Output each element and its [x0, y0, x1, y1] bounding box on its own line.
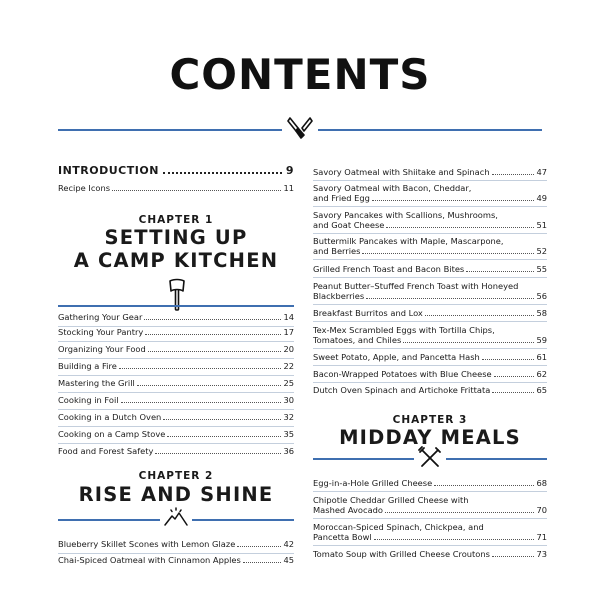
entry-label-line-1: Peanut Butter–Stuffed French Toast with Honeyed	[313, 281, 519, 291]
pocket-knife-icon	[284, 112, 316, 144]
entry-page: 52	[536, 246, 547, 256]
entry-divider	[313, 277, 547, 278]
toc-entry[interactable]	[313, 167, 547, 177]
chapter-2-title: RISE AND SHINE	[78, 483, 274, 506]
entry-label: Grilled French Toast and Bacon Bites	[313, 264, 465, 274]
entry-page: 73	[536, 549, 547, 559]
toc-entry[interactable]	[313, 522, 547, 542]
entry-label-line-1: Tex-Mex Scrambled Eggs with Tortilla Chips,	[313, 325, 495, 335]
entry-label: Gathering Your Gear	[58, 312, 143, 322]
entry-divider	[313, 518, 547, 519]
entry-label: Organizing Your Food	[58, 344, 146, 354]
entry-page: 36	[283, 446, 294, 456]
entry-page: 25	[283, 378, 294, 388]
toc-entry[interactable]	[58, 344, 294, 354]
entry-label: Egg-in-a-Hole Grilled Cheese	[313, 478, 433, 488]
title-rule-left	[58, 129, 282, 131]
entry-page: 45	[283, 555, 294, 565]
entry-label-line-2: and Berries	[313, 246, 361, 256]
toc-entry[interactable]	[58, 378, 294, 388]
chapter-3-rule-left	[313, 458, 414, 460]
entry-page: 70	[536, 505, 547, 515]
chapter-2-label: CHAPTER 2	[138, 470, 214, 482]
entry-divider	[313, 180, 547, 181]
entry-page: 32	[283, 412, 294, 422]
chapter-1-rule	[58, 305, 294, 307]
chapter-3-label: CHAPTER 3	[392, 414, 468, 426]
leader-dots	[145, 334, 281, 335]
entry-label: Cooking on a Camp Stove	[58, 429, 166, 439]
entry-divider	[58, 358, 294, 359]
sunrise-mountain-icon	[162, 505, 190, 529]
leader-dots	[112, 190, 281, 191]
entry-label-line-2: Pancetta Bowl	[313, 532, 372, 542]
entry-label: Bacon-Wrapped Potatoes with Blue Cheese	[313, 369, 492, 379]
entry-label: Chai-Spiced Oatmeal with Cinnamon Apples	[58, 555, 241, 565]
toc-entry[interactable]	[313, 385, 547, 395]
entry-label: Savory Oatmeal with Shiitake and Spinach	[313, 167, 490, 177]
toc-entry[interactable]	[313, 369, 547, 379]
toc-entry[interactable]	[58, 429, 294, 439]
toc-entry[interactable]	[58, 446, 294, 456]
leader-dots	[163, 172, 282, 174]
entry-label: Cooking in a Dutch Oven	[58, 412, 162, 422]
leader-dots	[366, 298, 534, 299]
chapter-1-title-line-1: SETTING UP	[104, 226, 248, 249]
entry-label-line-1: Savory Oatmeal with Bacon, Cheddar,	[313, 183, 472, 193]
entry-page: 47	[536, 167, 547, 177]
entry-label-line-1: Chipotle Cheddar Grilled Cheese with	[313, 495, 469, 505]
entry-label: Recipe Icons	[58, 183, 111, 193]
toc-entry[interactable]	[313, 352, 547, 362]
entry-divider	[58, 409, 294, 410]
toc-entry[interactable]	[58, 361, 294, 371]
toc-entry[interactable]	[313, 281, 547, 301]
entry-divider	[58, 341, 294, 342]
toc-entry-recipe-icons[interactable]	[58, 183, 294, 193]
entry-divider	[313, 259, 547, 260]
toc-entry[interactable]	[58, 312, 294, 322]
toc-entry[interactable]	[313, 236, 547, 256]
entry-label: Breakfast Burritos and Lox	[313, 308, 423, 318]
leader-dots	[121, 402, 282, 403]
entry-divider	[313, 206, 547, 207]
toc-entry-introduction[interactable]	[58, 164, 294, 177]
entry-divider	[313, 321, 547, 322]
entry-label: Blueberry Skillet Scones with Lemon Glaze	[58, 539, 236, 549]
entry-label-line-2: Blackberries	[313, 291, 365, 301]
leader-dots	[492, 392, 534, 393]
intro-label: INTRODUCTION	[58, 164, 159, 177]
chapter-3-title: MIDDAY MEALS	[339, 426, 521, 449]
leader-dots	[492, 174, 535, 175]
leader-dots	[374, 539, 535, 540]
toc-entry[interactable]	[313, 264, 547, 274]
leader-dots	[492, 556, 534, 557]
chapter-1-title-line-2: A CAMP KITCHEN	[73, 249, 279, 272]
toc-entry[interactable]	[313, 183, 547, 203]
leader-dots	[167, 436, 281, 437]
leader-dots	[119, 368, 282, 369]
title-rule-right	[318, 129, 542, 131]
leader-dots	[362, 253, 534, 254]
leader-dots	[237, 546, 281, 547]
leader-dots	[243, 562, 282, 563]
toc-entry[interactable]	[313, 308, 547, 318]
chapter-2-rule-right	[192, 519, 294, 521]
entry-page: 11	[283, 183, 294, 193]
entry-page: 17	[283, 327, 294, 337]
leader-dots	[385, 512, 534, 513]
fork-knife-icon	[417, 445, 443, 471]
entry-label: Stocking Your Pantry	[58, 327, 144, 337]
entry-divider	[313, 348, 547, 349]
entry-page: 49	[536, 193, 547, 203]
entry-label-line-1: Buttermilk Pancakes with Maple, Mascarpone,	[313, 236, 504, 246]
entry-page: 58	[536, 308, 547, 318]
entry-page: 22	[283, 361, 294, 371]
leader-dots	[148, 351, 282, 352]
entry-divider	[313, 233, 547, 234]
intro-page: 9	[285, 164, 294, 177]
entry-divider	[313, 382, 547, 383]
entry-divider	[313, 365, 547, 366]
page-title: CONTENTS	[169, 50, 431, 99]
entry-label: Sweet Potato, Apple, and Pancetta Hash	[313, 352, 480, 362]
entry-label-line-1: Moroccan-Spiced Spinach, Chickpea, and	[313, 522, 484, 532]
entry-label-line-2: Tomatoes, and Chiles	[313, 335, 402, 345]
entry-divider	[58, 392, 294, 393]
leader-dots	[163, 419, 281, 420]
entry-divider	[58, 553, 294, 554]
entry-label: Food and Forest Safety	[58, 446, 154, 456]
toc-entry[interactable]	[58, 412, 294, 422]
leader-dots	[434, 485, 534, 486]
entry-page: 14	[283, 312, 294, 322]
toc-entry[interactable]	[58, 327, 294, 337]
entry-page: 51	[536, 220, 547, 230]
entry-divider	[58, 426, 294, 427]
leader-dots	[155, 453, 281, 454]
toc-entry[interactable]	[313, 325, 547, 345]
entry-page: 35	[283, 429, 294, 439]
entry-page: 20	[283, 344, 294, 354]
toc-entry[interactable]	[313, 495, 547, 515]
toc-entry[interactable]	[58, 395, 294, 405]
entry-page: 61	[536, 352, 547, 362]
entry-page: 68	[536, 478, 547, 488]
entry-page: 59	[536, 335, 547, 345]
left-column	[58, 150, 294, 570]
entry-label-line-2: and Fried Egg	[313, 193, 370, 203]
entry-page: 55	[536, 264, 547, 274]
entry-page: 30	[283, 395, 294, 405]
toc-entry[interactable]	[313, 478, 547, 488]
leader-dots	[372, 200, 535, 201]
toc-entry[interactable]	[313, 549, 547, 559]
chapter-3-rule-right	[446, 458, 547, 460]
right-column	[313, 160, 547, 580]
entry-label-line-1: Savory Pancakes with Scallions, Mushrooms,	[313, 210, 498, 220]
entry-page: 65	[536, 385, 547, 395]
leader-dots	[425, 315, 535, 316]
chapter-1-label: CHAPTER 1	[138, 214, 214, 226]
entry-label-line-2: and Goat Cheese	[313, 220, 385, 230]
leader-dots	[137, 385, 282, 386]
leader-dots	[386, 227, 534, 228]
leader-dots	[403, 342, 534, 343]
chapter-2-rule-left	[58, 519, 160, 521]
entry-label: Mastering the Grill	[58, 378, 135, 388]
entry-page: 42	[283, 539, 294, 549]
toc-entry[interactable]	[58, 539, 294, 549]
entry-page: 71	[536, 532, 547, 542]
entry-page: 62	[536, 369, 547, 379]
entry-divider	[58, 375, 294, 376]
toc-entry[interactable]	[58, 555, 294, 565]
entry-divider	[313, 304, 547, 305]
leader-dots	[482, 359, 535, 360]
leader-dots	[144, 319, 281, 320]
entry-label-line-2: Mashed Avocado	[313, 505, 383, 515]
entry-label: Tomato Soup with Grilled Cheese Croutons	[313, 549, 490, 559]
leader-dots	[466, 271, 534, 272]
entry-divider	[58, 443, 294, 444]
entry-divider	[313, 545, 547, 546]
toc-entry[interactable]	[313, 210, 547, 230]
entry-label: Dutch Oven Spinach and Artichoke Frittata	[313, 385, 491, 395]
entry-label: Building a Fire	[58, 361, 117, 371]
entry-page: 56	[536, 291, 547, 301]
entry-label: Cooking in Foil	[58, 395, 119, 405]
leader-dots	[494, 376, 535, 377]
entry-divider	[313, 491, 547, 492]
